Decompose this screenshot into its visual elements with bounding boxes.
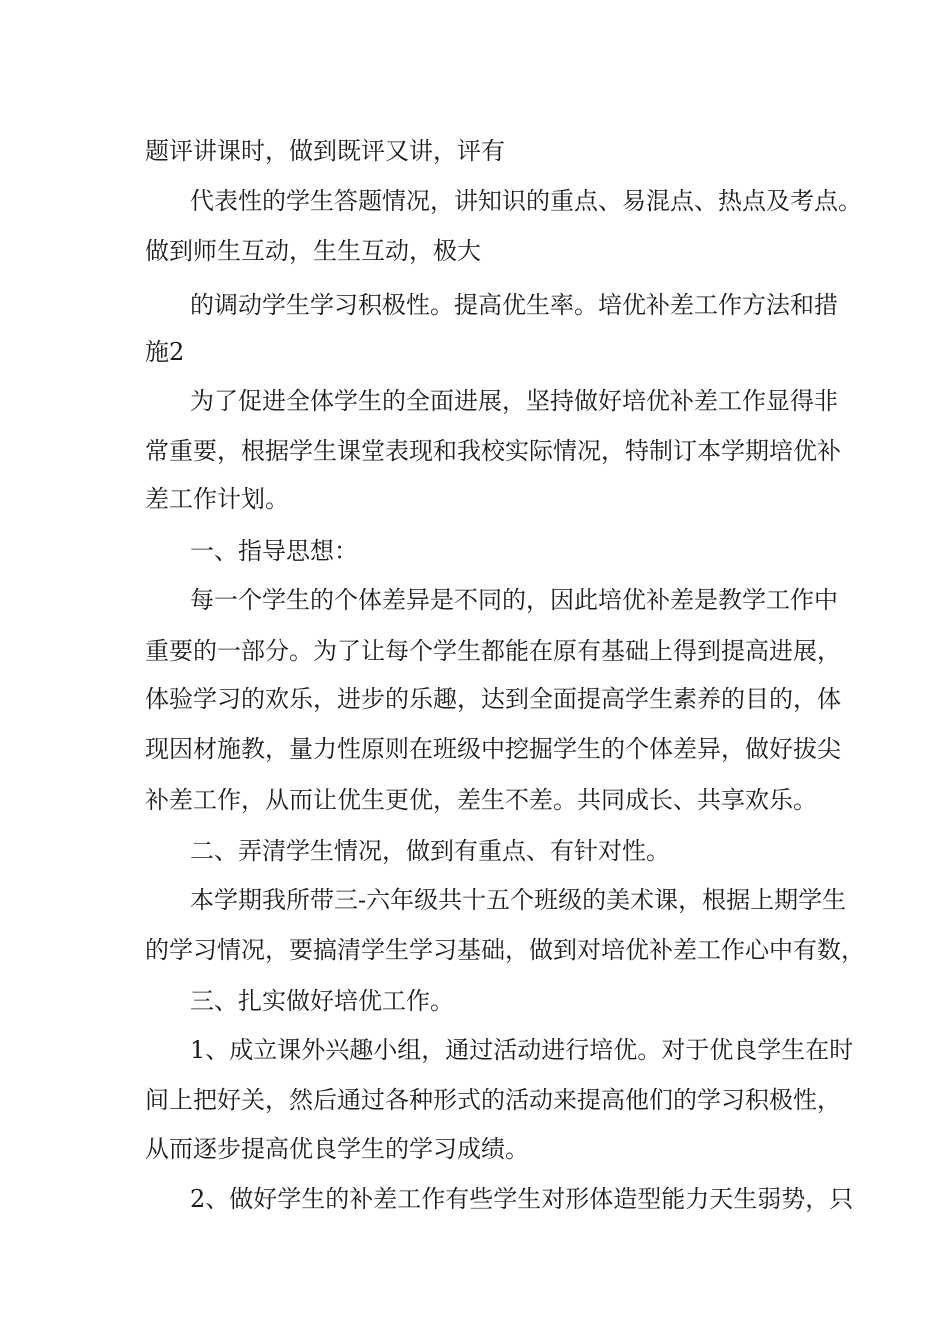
text-line: 补差工作，从而让优生更优，差生不差。共同成长、共享欢乐。: [145, 786, 817, 814]
text-line: 1、成立课外兴趣小组，通过活动进行培优。对于优良学生在时: [190, 1036, 854, 1064]
text-line: 重要的一部分。为了让每个学生都能在原有基础上得到提高进展，: [145, 637, 841, 665]
text-line: 现因材施教，量力性原则在班级中挖掘学生的个体差异，做好拔尖: [145, 735, 841, 763]
text-line: 常重要，根据学生课堂表现和我校实际情况，特制订本学期培优补: [145, 437, 841, 465]
section-heading: 一、指导思想：: [190, 537, 358, 565]
text-line: 代表性的学生答题情况，讲知识的重点、易混点、热点及考点。: [190, 187, 862, 215]
text-line: 题评讲课时，做到既评又讲，评有: [145, 137, 505, 165]
text-line: 的学习情况，要搞清学生学习基础，做到对培优补差工作心中有数，: [145, 936, 865, 964]
text-line: 间上把好关，然后通过各种形式的活动来提高他们的学习积极性，: [145, 1086, 841, 1114]
text-line: 从而逐步提高优良学生的学习成绩。: [145, 1135, 529, 1163]
text-line: 体验学习的欢乐，进步的乐趣，达到全面提高学生素养的目的，体: [145, 685, 841, 713]
text-line: 做到师生互动，生生互动，极大: [145, 237, 481, 265]
text-line: 本学期我所带三-六年级共十五个班级的美术课，根据上期学生: [190, 886, 847, 914]
text-line: 为了促进全体学生的全面进展，坚持做好培优补差工作显得非: [190, 387, 838, 415]
text-line: 施2: [145, 338, 185, 366]
section-heading: 三、扎实做好培优工作。: [190, 987, 454, 1015]
text-line: 差工作计划。: [145, 485, 289, 513]
text-line: 的调动学生学习积极性。提高优生率。培优补差工作方法和措: [190, 291, 838, 319]
section-heading: 二、弄清学生情况，做到有重点、有针对性。: [190, 837, 670, 865]
text-line: 2、做好学生的补差工作有些学生对形体造型能力天生弱势，只: [190, 1185, 854, 1213]
text-line: 每一个学生的个体差异是不同的，因此培优补差是教学工作中: [190, 586, 838, 614]
